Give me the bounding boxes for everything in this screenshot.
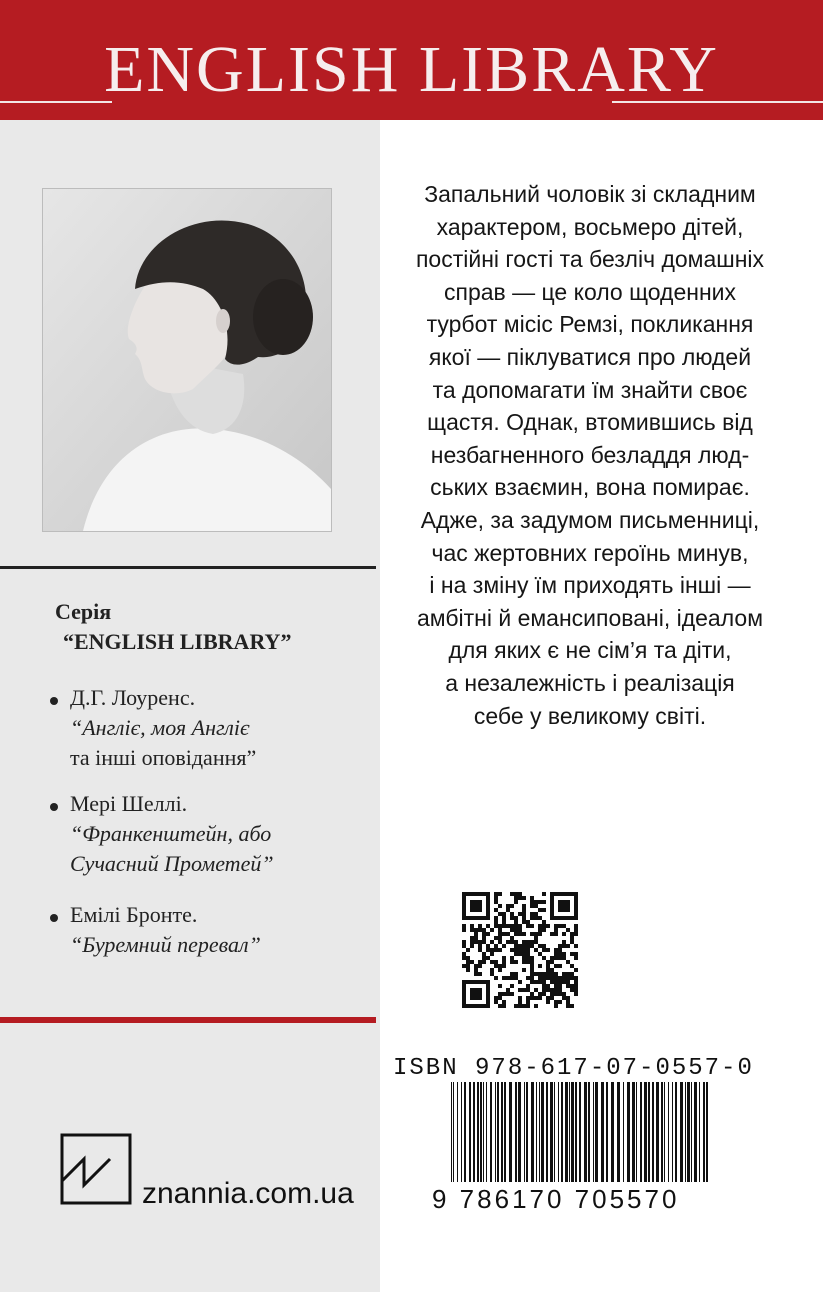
- description-line: і на зміну їм приходять інші —: [429, 572, 751, 599]
- publisher-website: znannia.com.ua: [142, 1177, 354, 1210]
- series-header-band: [0, 0, 823, 120]
- author-portrait: [42, 188, 332, 532]
- book-author: Мері Шеллі.: [70, 791, 188, 816]
- description-line: справ — це коло щоденних: [443, 278, 736, 305]
- description-line: для яких є не сім’я та діти,: [448, 637, 732, 664]
- book-title-line: “Англіє, моя Англіє: [70, 715, 250, 740]
- description-line: та допомагати їм знайти своє: [432, 376, 748, 403]
- description-line: якої — піклуватися про людей: [428, 343, 752, 370]
- description-line: Запальний чоловік зі складним: [424, 181, 756, 207]
- barcode-digits: 9 786170 705570: [432, 1184, 680, 1214]
- description-line: щастя. Однак, втомившись від: [427, 409, 753, 436]
- series-book-item: [50, 683, 256, 773]
- qr-code-icon[interactable]: [462, 892, 578, 1008]
- description-line: час жертовних героїнь минув,: [431, 539, 749, 566]
- barcode-icon: [449, 1082, 711, 1190]
- description-line: незбагненного безладдя люд-: [430, 441, 750, 468]
- isbn-label: ISBN 978-617-07-0557-0: [393, 1055, 754, 1082]
- description-line: ських взаємин, вона помирає.: [430, 474, 750, 501]
- description-line: себе у великому світі.: [473, 702, 707, 729]
- bullet-icon: [50, 697, 58, 705]
- book-author: Емілі Бронте.: [70, 902, 198, 927]
- description-line: характером, восьмеро дітей,: [436, 213, 744, 240]
- series-title: ENGLISH LIBRARY: [104, 33, 719, 106]
- series-book-item: [50, 789, 274, 879]
- description-line: турбот місіс Ремзі, покликання: [426, 311, 754, 338]
- series-name: “ENGLISH LIBRARY”: [63, 629, 292, 654]
- bullet-icon: [50, 914, 58, 922]
- bullet-icon: [50, 803, 58, 811]
- series-book-item: [50, 900, 261, 960]
- series-heading: [55, 597, 291, 657]
- book-title-line: Сучасний Прометей”: [70, 851, 274, 876]
- publisher-logo-icon: [60, 1133, 132, 1205]
- book-title-line: “Франкенштейн, або: [70, 821, 272, 846]
- book-description: [390, 178, 790, 732]
- description-line: амбітні й емансиповані, ідеалом: [416, 604, 764, 631]
- description-line: а незалежність і реалізація: [445, 669, 735, 696]
- description-line: постійні гості та безліч домашніх: [415, 246, 765, 273]
- series-label: Серія: [55, 599, 112, 624]
- divider-rule: [0, 566, 376, 569]
- red-divider-rule: [0, 1017, 376, 1023]
- book-author: Д.Г. Лоуренс.: [70, 685, 196, 710]
- book-title-line: “Буремний перевал”: [70, 932, 261, 957]
- book-title-line: та інші оповідання”: [70, 745, 257, 770]
- description-line: Адже, за задумом письменниці,: [420, 506, 760, 533]
